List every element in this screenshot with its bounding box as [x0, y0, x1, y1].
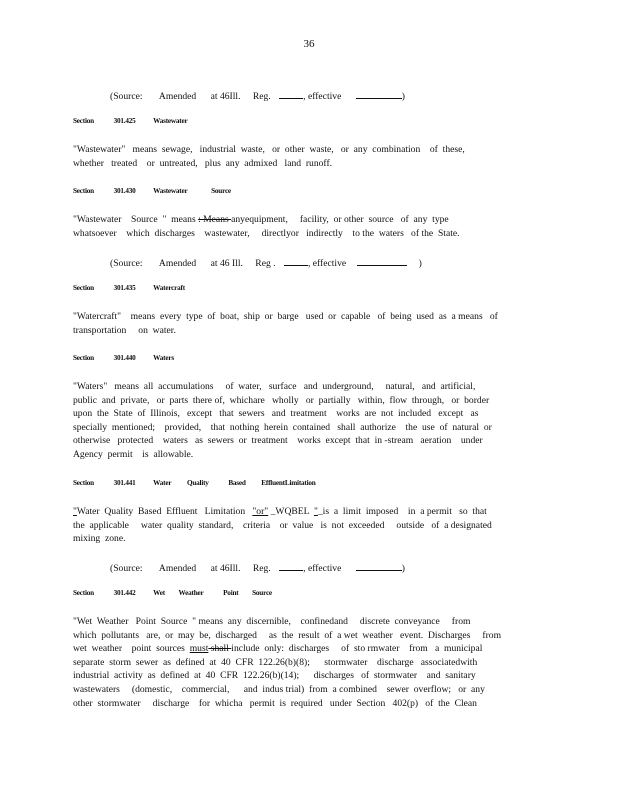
section-body [73, 505, 543, 546]
section-number: 301.435 [113, 284, 136, 292]
body-line: whether treated or untreated, plus any admixed land runoff. [73, 157, 333, 169]
source-close: ) [401, 563, 405, 574]
section-number: 301.440 [113, 354, 136, 362]
body-line: specially mentioned; provided, that nothing herein contained shall authorize the use of natural or [73, 421, 492, 433]
source-amended: Amended [158, 258, 197, 269]
body-text: Water Quality Based Effluent Limitation [76, 506, 253, 517]
section-body [73, 615, 543, 710]
body-line: "Wastewater" means sewage, industrial waste, or other waste, or any combination of these, [73, 144, 465, 155]
body-line: wastewaters (domestic, commercial, and indus trial) from a combined sewer overflow; or any [73, 683, 485, 695]
underlined-text: "or" [252, 506, 269, 517]
section-number: 301.430 [113, 187, 136, 195]
section-title: Wastewater [153, 187, 188, 195]
source-label: (Source: [110, 563, 143, 574]
section-body [73, 213, 543, 240]
body-text: include only: discharges of sto rmwater from a municipal [231, 643, 483, 655]
source-amended: Amended [158, 91, 197, 102]
blank-line [279, 89, 303, 99]
body-line: mixing zone. [73, 533, 126, 545]
section-heading [73, 187, 231, 195]
section-title: Weather [178, 589, 204, 597]
source-effective: , effective [307, 258, 347, 269]
section-number: 301.442 [113, 589, 136, 597]
body-text: anyequipment, facility, or other source of any type [231, 214, 449, 225]
section-title: EffluentLimitation [261, 479, 316, 487]
body-line: transportation on water. [73, 324, 176, 336]
section-body [73, 310, 543, 337]
section-title: Waters [153, 354, 174, 362]
section-title: Source [211, 187, 231, 195]
blank-line [357, 256, 407, 266]
section-label: Section [73, 187, 94, 195]
body-line: separate storm sewer as defined at 40 CFR 122.26(b)(8); stormwater discharge associatedwith [73, 656, 478, 668]
section-heading [73, 589, 272, 597]
section-body [73, 143, 543, 170]
source-note [110, 89, 405, 102]
body-line: which pollutants are, or may be, discharged as the result of a wet weather event. Discharges from [73, 629, 502, 641]
source-close: ) [401, 91, 405, 102]
section-heading [73, 354, 174, 362]
underlined-text: must [189, 643, 209, 655]
body-line: Agency permit is allowable. [73, 448, 194, 460]
body-line: public and private, or parts there of, whichare wholly or partially within, flow through, or border [73, 394, 490, 406]
body-line: industrial activity as defined at 40 CFR 122.26(b)(14); discharges of stormwater and sanitary [73, 670, 476, 682]
section-title: Quality [186, 479, 209, 487]
body-line: otherwise protected waters as sewers or treatment works except that in -stream aeration under [73, 435, 483, 447]
section-heading [73, 284, 185, 292]
source-note [110, 561, 405, 574]
source-reg: Reg. [252, 563, 271, 574]
body-line: the applicable water quality standard, criteria or value is not exceeded outside of a designated [73, 519, 492, 531]
section-heading [73, 117, 187, 125]
section-label: Section [73, 589, 94, 597]
section-number: 301.425 [113, 117, 136, 125]
struck-text: : Means [198, 214, 232, 225]
blank-line [284, 256, 308, 266]
section-title: Wastewater [153, 117, 188, 125]
body-text: wet weather point sources [73, 643, 190, 655]
blank-line [356, 89, 402, 99]
blank-line [279, 561, 303, 571]
body-line: "Wet Weather Point Source " means any discernible, confinedand discrete conveyance from [73, 616, 471, 627]
source-effective: , effective [303, 563, 342, 574]
body-line [73, 213, 543, 227]
section-title: Source [252, 589, 272, 597]
body-line [73, 505, 543, 519]
body-line: other stormwater discharge for whicha permit is required under Section 402(p) of the Clean [73, 697, 477, 709]
body-text: _WQBEL [268, 506, 314, 517]
section-label: Section [73, 117, 94, 125]
source-register: at 46 Ill. [210, 258, 243, 269]
body-line: whatsoever which discharges wastewater, directlyor indirectly to the waters of the State. [73, 227, 460, 239]
section-title: Water [153, 479, 172, 487]
body-line: upon the State of Illinois, except that sewers and treatment works are not included except as [73, 408, 479, 420]
body-text: " [73, 506, 77, 517]
section-number: 301.441 [113, 479, 136, 487]
source-amended: Amended [158, 563, 197, 574]
source-reg: Reg. [252, 91, 271, 102]
source-note [110, 256, 422, 269]
body-line [73, 642, 543, 656]
source-register: at 46Ill. [210, 563, 241, 574]
blank-line [356, 561, 402, 571]
source-label: (Source: [110, 258, 143, 269]
source-close: ) [418, 258, 422, 269]
section-title: Wet [153, 589, 165, 597]
section-body [73, 380, 543, 462]
source-label: (Source: [110, 91, 143, 102]
source-register: at 46Ill. [210, 91, 241, 102]
section-label: Section [73, 284, 94, 292]
section-title: Point [223, 589, 239, 597]
body-line: "Waters" means all accumulations of water, surface and underground, natural, and artificial, [73, 381, 476, 392]
page-number: 36 [303, 38, 315, 50]
section-heading [73, 479, 316, 487]
section-label: Section [73, 354, 94, 362]
body-text: _is a limit imposed in a permit so that [317, 506, 487, 517]
underlined-text: " [313, 506, 318, 517]
section-title: Watercraft [153, 284, 185, 292]
section-title: Based [228, 479, 246, 487]
body-line: "Watercraft" means every type of boat, ship or barge used or capable of being used as a means of [73, 311, 498, 322]
section-label: Section [73, 479, 94, 487]
struck-text: shall [208, 643, 232, 655]
body-text: "Wastewater Source " means [73, 214, 199, 225]
source-effective: , effective [303, 91, 342, 102]
source-reg: Reg . [255, 258, 276, 269]
